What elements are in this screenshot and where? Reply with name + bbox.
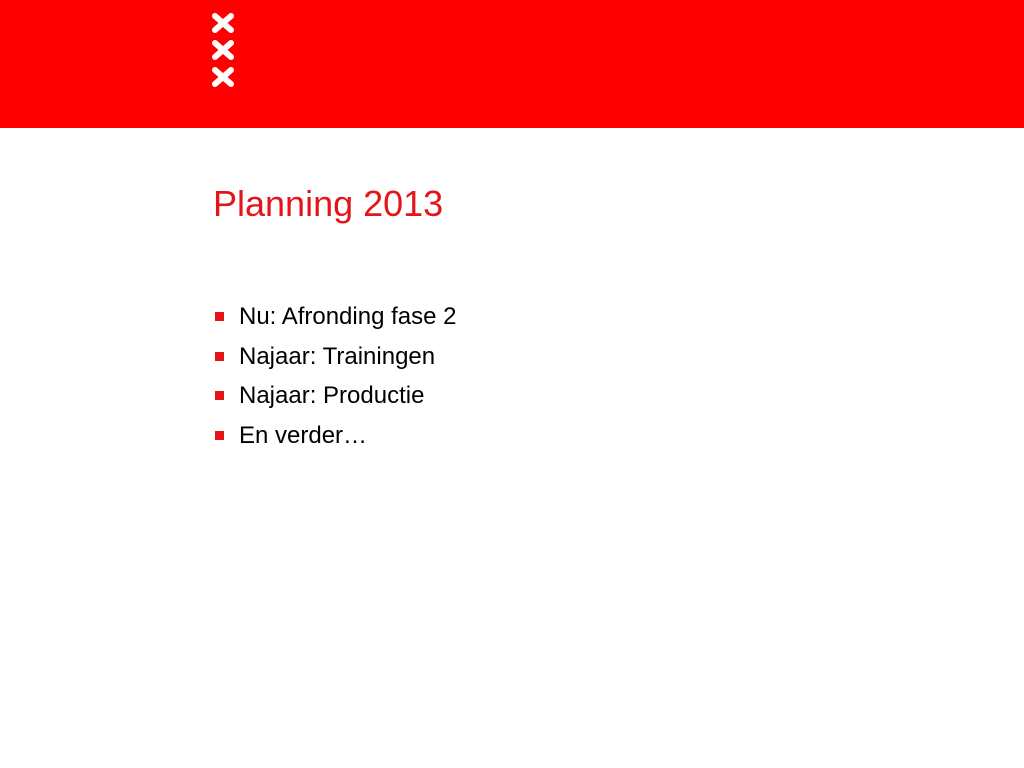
- bullet-item: [213, 297, 456, 337]
- square-bullet-icon: [215, 312, 224, 321]
- x-cross-icon: [210, 12, 236, 34]
- slide-title: Planning 2013: [213, 183, 444, 224]
- square-bullet-icon: [215, 431, 224, 440]
- x-cross-icon: [210, 39, 236, 61]
- header-band: [0, 0, 1024, 128]
- bullet-text: En verder…: [239, 421, 368, 449]
- logo-crosses: [210, 12, 236, 90]
- bullet-text: Najaar: Productie: [239, 382, 425, 409]
- square-bullet-icon: [215, 352, 224, 361]
- x-cross-icon: [210, 66, 236, 88]
- bullet-item: [213, 337, 456, 377]
- bullet-text: Najaar: Trainingen: [239, 342, 436, 370]
- bullet-item: [213, 416, 456, 456]
- bullet-item: [213, 376, 456, 416]
- square-bullet-icon: [215, 391, 224, 400]
- bullet-list: [213, 297, 456, 455]
- bullet-text: Nu: Afronding fase 2: [239, 303, 457, 330]
